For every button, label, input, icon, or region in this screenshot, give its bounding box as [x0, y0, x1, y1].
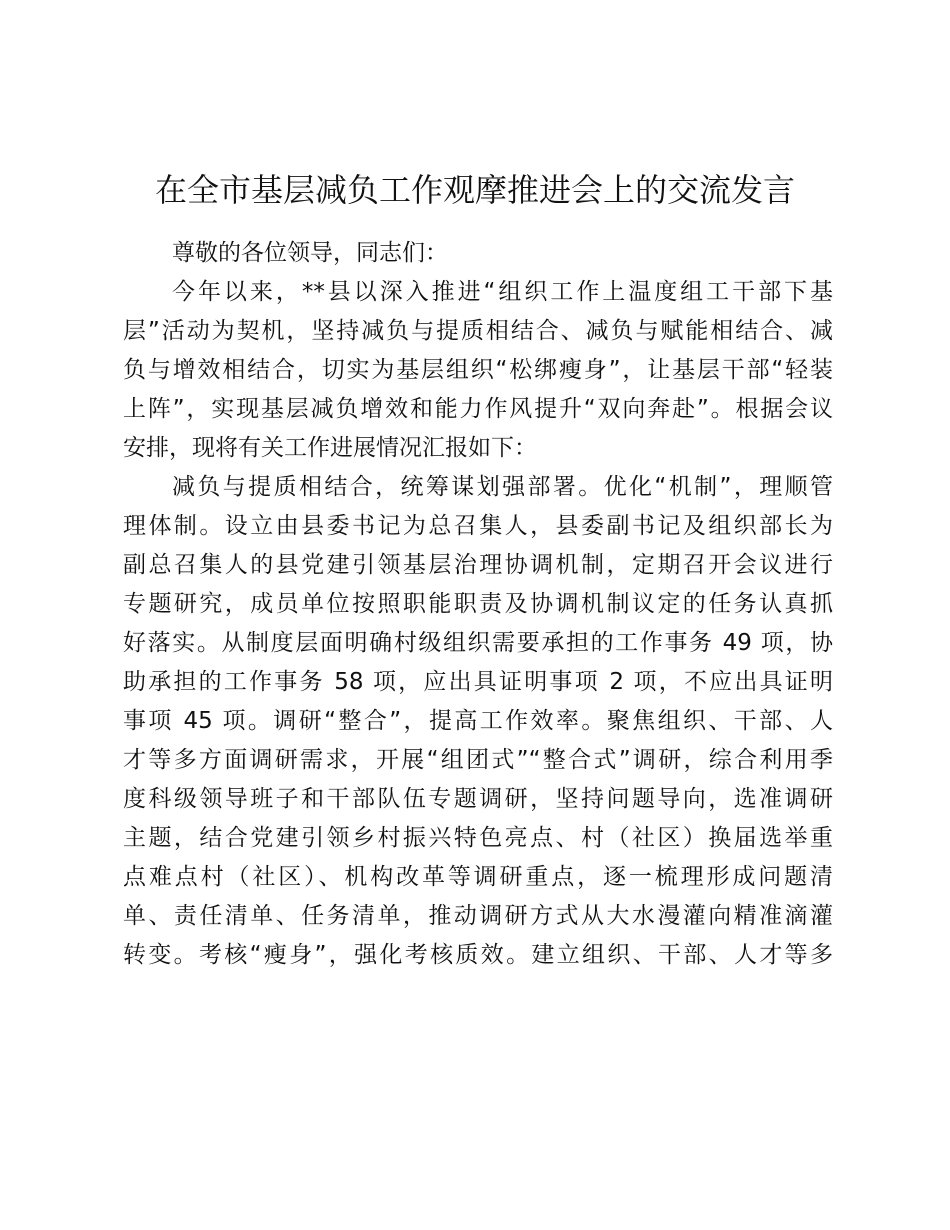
paragraph-line: 助承担的工作事务 58 项，应出具证明事项 2 项，不应出具证明 — [123, 669, 833, 695]
paragraph-line: 转变。考核“瘦身”，强化考核质效。建立组织、干部、人才等多 — [123, 942, 833, 968]
paragraph-line: 主题，结合党建引领乡村振兴特色亮点、村（社区）换届选举重 — [123, 825, 833, 851]
paragraph-line: 点难点村（社区）、机构改革等调研重点，逐一梳理形成问题清 — [123, 864, 833, 890]
paragraph-line: 负与增效相结合，切实为基层组织“松绑瘦身”，让基层干部“轻装 — [123, 357, 833, 383]
paragraph-line: 理体制。设立由县委书记为总召集人，县委副书记及组织部长为 — [123, 513, 833, 539]
paragraph-line: 才等多方面调研需求，开展“组团式”“整合式”调研，综合利用季 — [123, 747, 833, 773]
paragraph-line: 专题研究，成员单位按照职能职责及协调机制议定的任务认真抓 — [123, 591, 833, 617]
paragraph-line: 减负与提质相结合，统筹谋划强部署。优化“机制”，理顺管 — [172, 474, 833, 500]
paragraph-line: 度科级领导班子和干部队伍专题调研，坚持问题导向，选准调研 — [123, 786, 833, 812]
document-body — [123, 234, 833, 975]
paragraph-line: 事项 45 项。调研“整合”，提高工作效率。聚焦组织、干部、人 — [123, 708, 833, 734]
document-title: 在全市基层减负工作观摩推进会上的交流发言 — [154, 171, 795, 209]
paragraph-line: 安排，现将有关工作进展情况汇报如下： — [123, 435, 537, 461]
paragraph-line: 好落实。从制度层面明确村级组织需要承担的工作事务 49 项，协 — [123, 630, 833, 656]
paragraph-line: 上阵”，实现基层减负增效和能力作风提升“双向奔赴”。根据会议 — [123, 396, 833, 422]
paragraph-line: 层”活动为契机，坚持减负与提质相结合、减负与赋能相结合、减 — [123, 318, 833, 344]
paragraph-line: 副总召集人的县党建引领基层治理协调机制，定期召开会议进行 — [123, 552, 833, 578]
salutation-line: 尊敬的各位领导，同志们： — [172, 240, 448, 266]
paragraph-line: 今年以来，**县以深入推进“组织工作上温度组工干部下基 — [172, 279, 833, 305]
paragraph-line: 单、责任清单、任务清单，推动调研方式从大水漫灌向精准滴灌 — [123, 903, 833, 929]
